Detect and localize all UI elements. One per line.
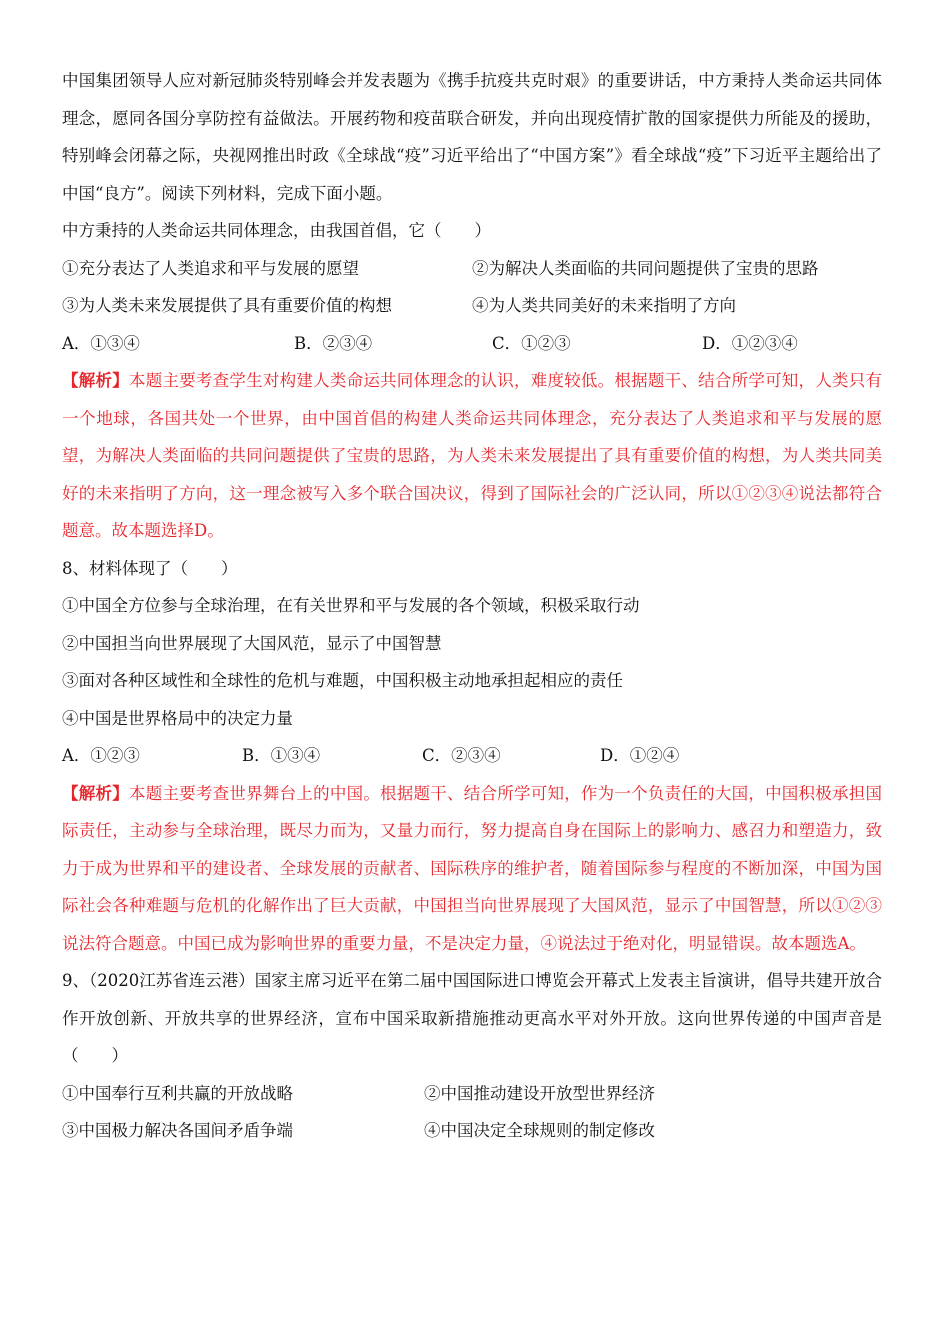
q8-option-2: ②中国担当向世界展现了大国风范，显示了中国智慧 bbox=[62, 633, 442, 653]
q7-analysis-text: 本题主要考查学生对构建人类命运共同体理念的认识，难度较低。根据题干、结合所学可知，人类只有一个地球，各国共处一个世界，由中国首倡的构建人类命运共同体理念，充分表达了人类追求和平与发展的愿望，为解决人类面临的共同问题提供了宝贵的思路，为人类未来发展提出了具有重要价值的构想，为人类共同美好的未来指明了方向，这一理念被写入多个联合国决议，得到了国际社会的广泛认同，所以①②③④说法都符合题意。故本题选择D。 bbox=[62, 371, 883, 540]
q7-options bbox=[62, 250, 882, 325]
q8-choice-b: B．①③④ bbox=[242, 746, 321, 765]
q7-analysis-label: 【解析】 bbox=[62, 371, 129, 390]
q7-option-4: ④为人类共同美好的未来指明了方向 bbox=[472, 296, 736, 315]
q8-analysis-label: 【解析】 bbox=[62, 783, 129, 803]
q8-stem: 8、材料体现了（ ） bbox=[62, 558, 238, 578]
q7-choice-c: C．①②③ bbox=[492, 333, 571, 353]
intro-paragraph: 中国集团领导人应对新冠肺炎特别峰会并发表题为《携手抗疫共克时艰》的重要讲话，中方秉持人类命运共同体理念，愿同各国分享防控有益做法。开展药物和疫苗联合研发，并向出现疫情扩散的国家提供力所能及的援助，特别峰会闭幕之际，央视网推出时政《全球战“疫”习近平给出了“中国方案”》看全球战“疫”下习近平主题给出了中国“良方”。阅读下列材料，完成下面小题。 bbox=[62, 71, 882, 203]
document-page bbox=[62, 62, 882, 1150]
q7-stem: 中方秉持的人类命运共同体理念，由我国首倡，它（ ） bbox=[62, 221, 491, 240]
q8-choice-d: D．①②④ bbox=[600, 746, 680, 765]
q9-stem: 9、（2020江苏省连云港）国家主席习近平在第二届中国国际进口博览会开幕式上发表主旨演讲，倡导共建开放合作开放创新、开放共享的世界经济，宣布中国采取新措施推动更高水平对外开放。这向世界传递的中国声音是（ ） bbox=[62, 971, 882, 1065]
q7-option-1: ①充分表达了人类追求和平与发展的愿望 bbox=[62, 258, 359, 278]
q8-choice-c: C．②③④ bbox=[422, 746, 501, 765]
q7-choice-d: D．①②③④ bbox=[702, 333, 798, 353]
q9-option-2: ②中国推动建设开放型世界经济 bbox=[424, 1083, 655, 1103]
q8-analysis-text: 本题主要考查世界舞台上的中国。根据题干、结合所学可知，作为一个负责任的大国，中国积极承担国际责任，主动参与全球治理，既尽力而为，又量力而行，努力提高自身在国际上的影响力、感召力和塑造力，致力于成为世界和平的建设者、全球发展的贡献者、国际秩序的维护者，随着国际参与程度的不断加深，中国为国际社会各种难题与危机的化解作出了巨大贡献，中国担当向世界展现了大国风范，显示了中国智慧，所以①②③说法符合题意。中国已成为影响世界的重要力量，不是决定力量，④说法过于绝对化，明显错误。故本题选A。 bbox=[62, 783, 883, 953]
q7-choices bbox=[62, 325, 882, 363]
q8-choices bbox=[62, 737, 882, 775]
q8-option-1: ①中国全方位参与全球治理，在有关世界和平与发展的各个领域，积极采取行动 bbox=[62, 596, 640, 615]
q8-choice-a: A．①②③ bbox=[62, 746, 140, 765]
q7-choice-b: B．②③④ bbox=[294, 333, 373, 353]
q7-option-2: ②为解决人类面临的共同问题提供了宝贵的思路 bbox=[472, 258, 819, 278]
q9-option-3: ③中国极力解决各国间矛盾争端 bbox=[62, 1121, 293, 1140]
q9-option-1: ①中国奉行互利共赢的开放战略 bbox=[62, 1083, 293, 1103]
q9-option-4: ④中国决定全球规则的制定修改 bbox=[424, 1121, 655, 1140]
q8-analysis bbox=[62, 775, 882, 963]
q7-option-3: ③为人类未来发展提供了具有重要价值的构想 bbox=[62, 296, 392, 315]
q9-options bbox=[62, 1075, 882, 1150]
q8-option-4: ④中国是世界格局中的决定力量 bbox=[62, 708, 293, 728]
q7-analysis bbox=[62, 362, 882, 550]
q8-option-3: ③面对各种区域性和全球性的危机与难题，中国积极主动地承担起相应的责任 bbox=[62, 671, 623, 690]
q7-choice-a: A．①③④ bbox=[62, 333, 140, 353]
